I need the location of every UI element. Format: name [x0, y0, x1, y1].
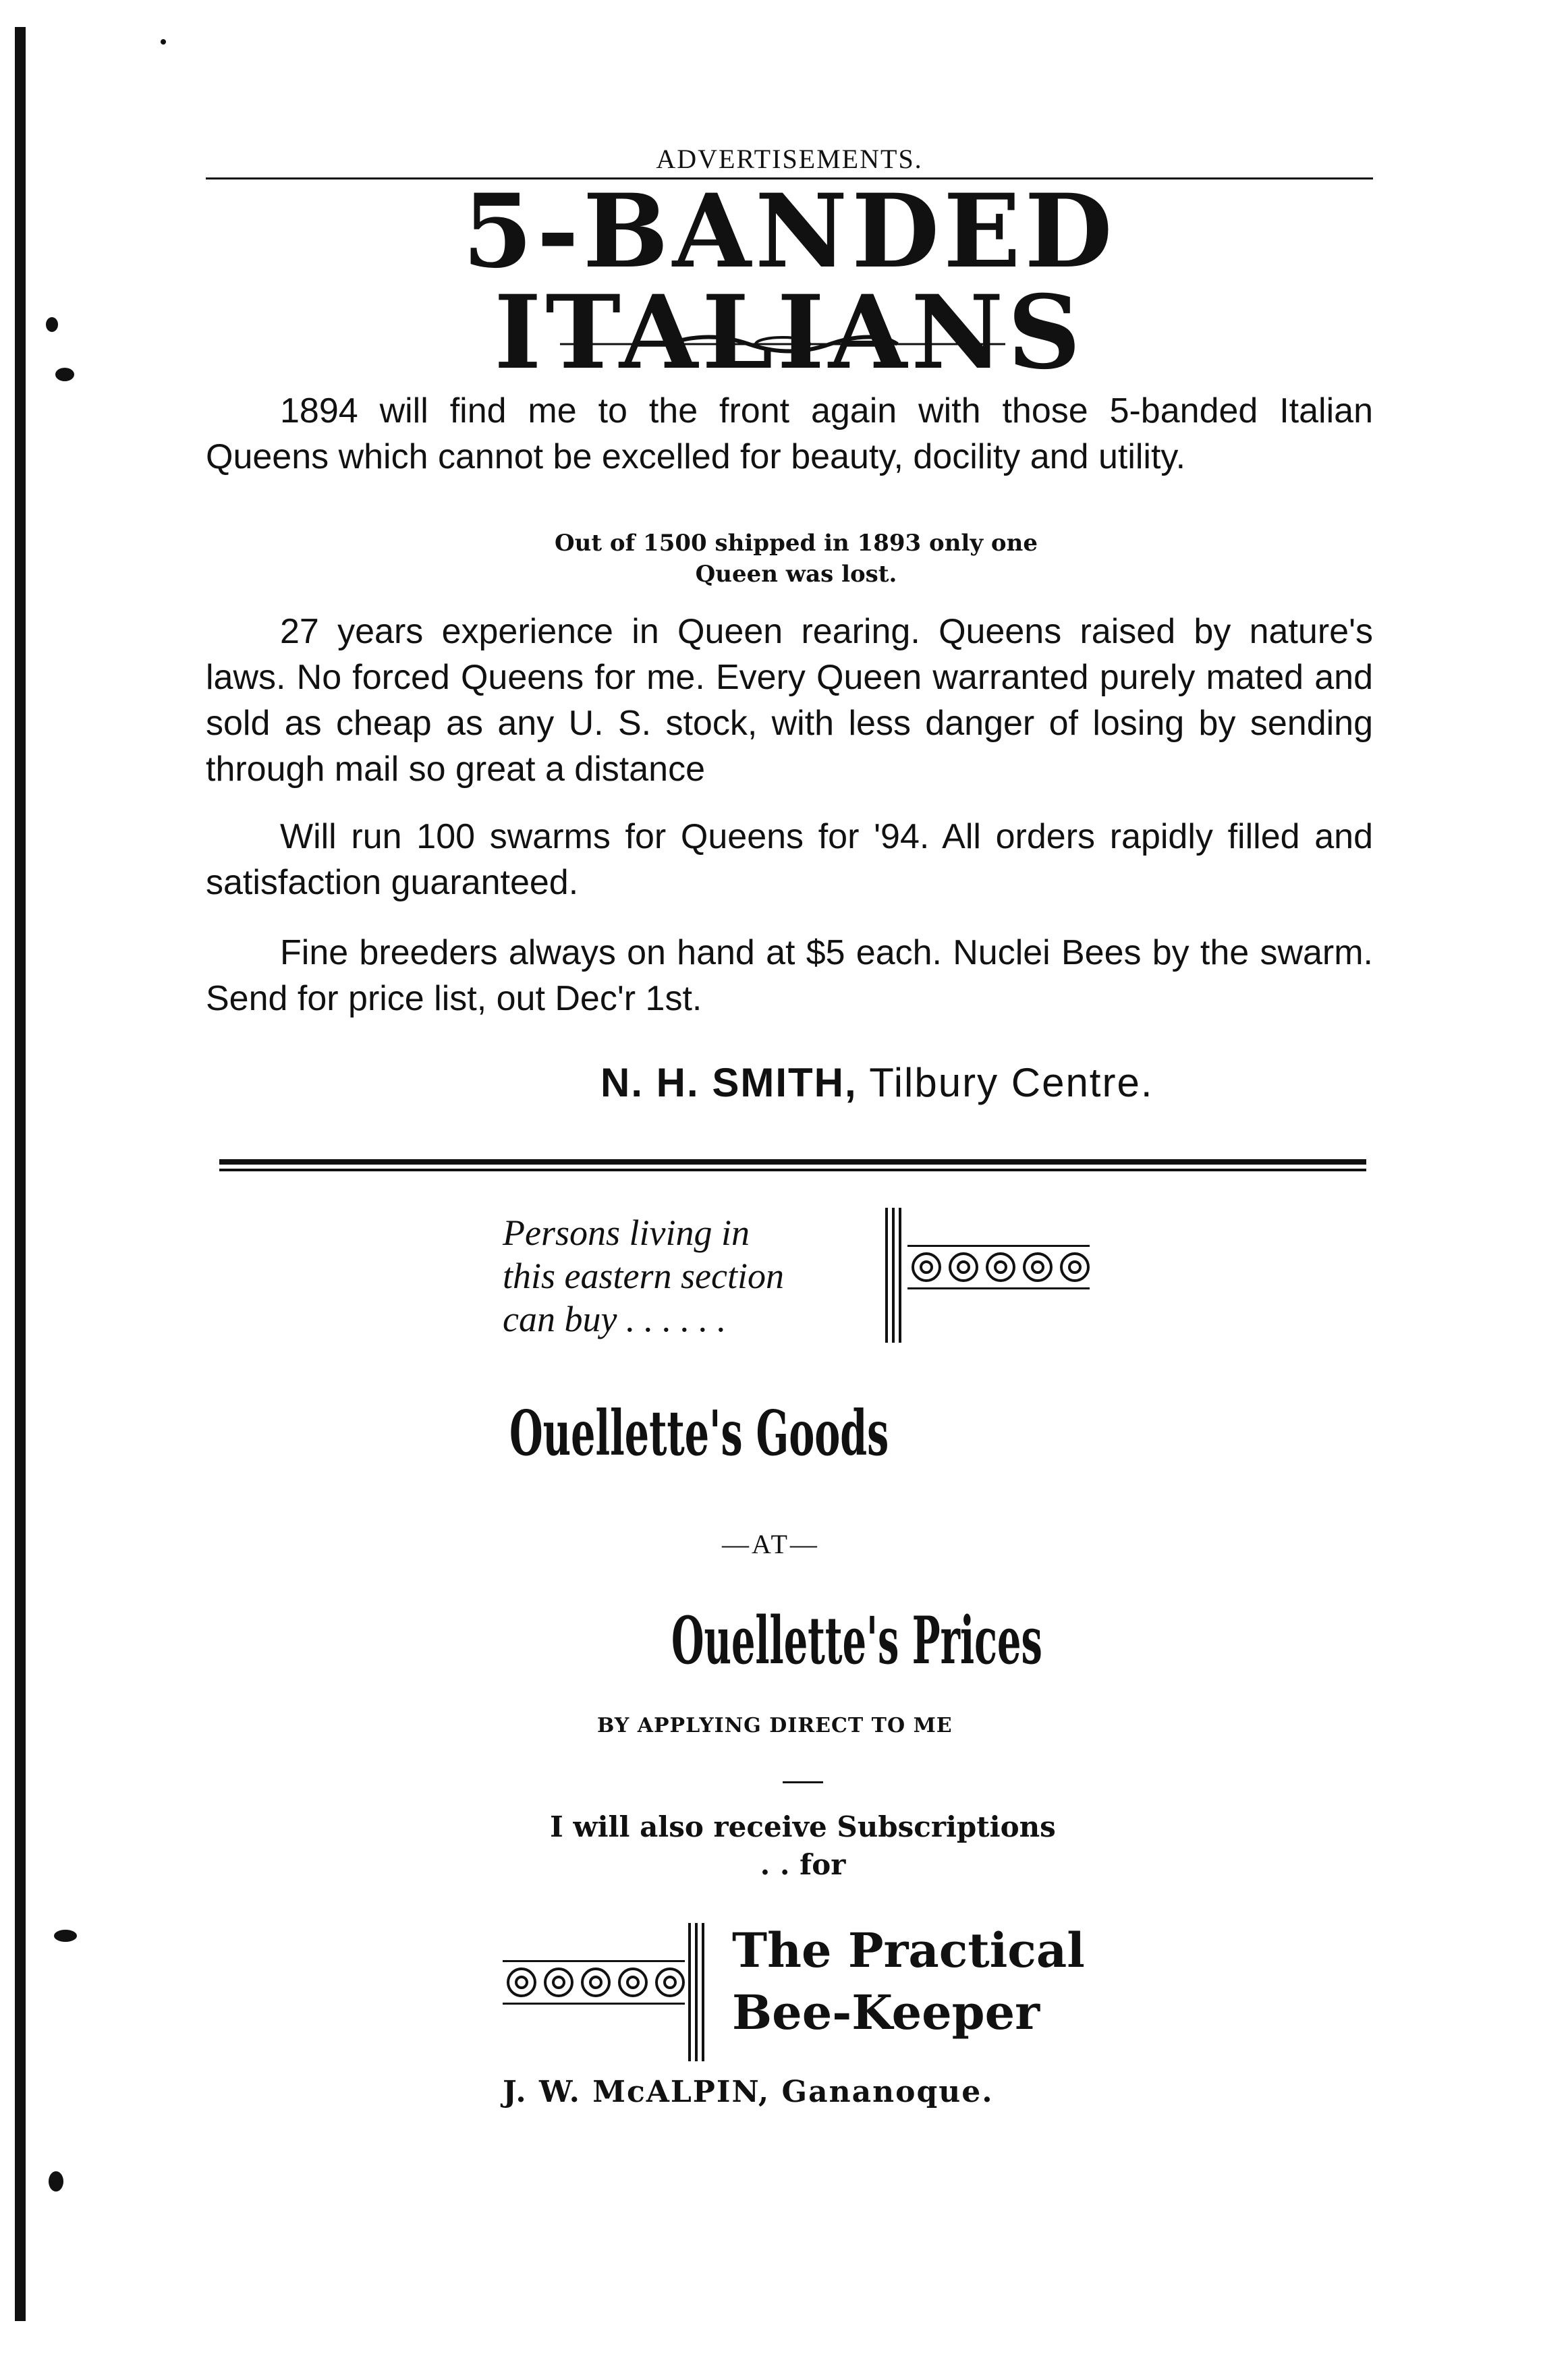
persons-line-1: Persons living in	[503, 1212, 750, 1253]
by-applying-text: BY APPLYING DIRECT TO ME	[597, 1714, 953, 1737]
persons-line-3: can buy . . . . . .	[503, 1299, 727, 1339]
decorative-divider-icon	[560, 331, 1005, 358]
rosette-band-icon	[907, 1245, 1090, 1289]
advertiser-location: Tilbury Centre.	[869, 1060, 1154, 1105]
ink-speck	[54, 1930, 77, 1942]
ink-speck	[55, 368, 74, 381]
shipping-note-line-2: Queen was lost.	[695, 561, 897, 588]
persons-line-2: this eastern section	[503, 1256, 784, 1296]
goods-title: Ouellette's Goods	[509, 1397, 889, 1470]
persons-text	[503, 1211, 867, 1341]
ad-paragraph-2-text: 27 years experience in Queen rearing. Queens raised by nature's laws. No forced Queens for me. Every Queen warranted purely mated and sold as cheap as any U. S. stock, with less danger of losing by sending through mail so great a distance	[206, 612, 1373, 789]
ad-paragraph-3	[206, 814, 1373, 905]
headline: 5-BANDED ITALIANS	[462, 172, 1117, 392]
journal-title-line-2: Bee-Keeper	[732, 1984, 1040, 2040]
at-label: —AT—	[722, 1529, 820, 1559]
short-divider	[783, 1781, 823, 1783]
advertiser-signature: J. W. McALPIN, Gananoque.	[503, 2075, 994, 2109]
section-label: ADVERTISEMENTS.	[206, 143, 1373, 179]
ad-paragraph-1-text: 1894 will find me to the front again with those 5-banded Italian Queens which cannot be excelled for beauty, docility and utility.	[206, 391, 1373, 476]
vertical-rule-ornament	[688, 1923, 708, 2061]
ink-speck	[161, 39, 166, 45]
advertiser-name: N. H. SMITH,	[600, 1060, 858, 1105]
section-divider	[219, 1159, 1366, 1173]
ad-paragraph-3-text: Will run 100 swarms for Queens for '94. All orders rapidly filled and satisfaction guaranteed.	[206, 817, 1373, 902]
journal-title	[732, 1920, 1085, 2044]
subscriptions-line-2: . . for	[760, 1848, 846, 1881]
ad-paragraph-2	[206, 609, 1373, 792]
page-edge-shadow	[15, 27, 26, 2321]
rosette-band-icon	[503, 1960, 685, 2005]
ink-speck	[49, 2171, 63, 2192]
advertiser-signature	[600, 1059, 1154, 1106]
prices-title: Ouellette's Prices	[671, 1602, 1042, 1679]
ad-paragraph-4	[206, 930, 1373, 1022]
shipping-note-line-1: Out of 1500 shipped in 1893 only one	[555, 530, 1038, 557]
subscriptions-line-1: I will also receive Subscriptions	[550, 1810, 1056, 1843]
ad-paragraph-4-text: Fine breeders always on hand at $5 each. Nuclei Bees by the swarm. Send for price list, out Dec'r 1st.	[206, 933, 1373, 1018]
shipping-note	[472, 528, 1120, 590]
ad-paragraph-1	[206, 388, 1373, 480]
journal-title-line-1: The Practical	[732, 1922, 1085, 1978]
ink-speck	[46, 317, 58, 332]
subscriptions-text	[499, 1808, 1107, 1884]
vertical-rule-ornament	[885, 1208, 905, 1343]
